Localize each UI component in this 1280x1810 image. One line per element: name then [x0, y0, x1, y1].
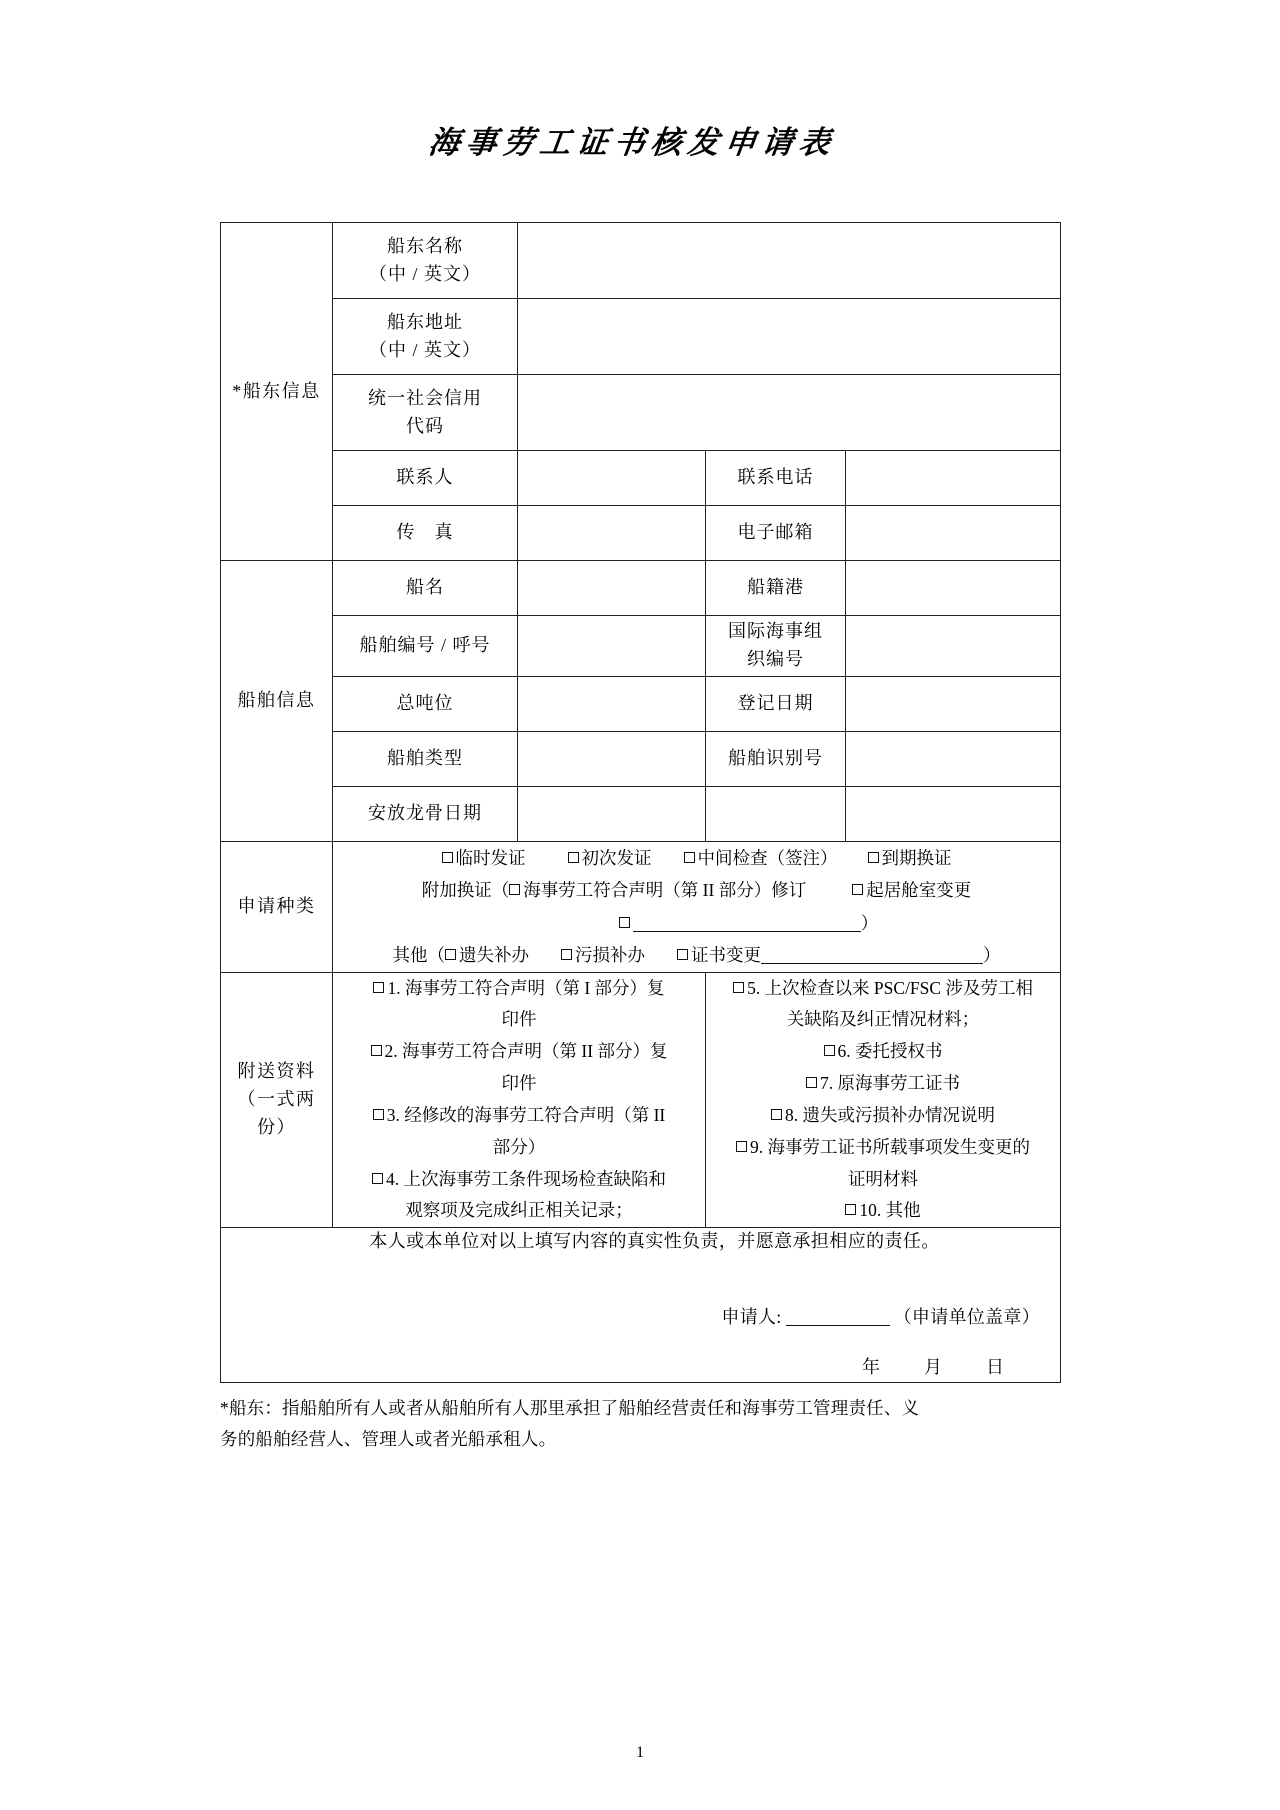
- attachment-item-7-line1: 7. 原海事劳工证书: [820, 1073, 960, 1094]
- footnote-line-1: *船东：指船舶所有人或者从船舶所有人那里承担了船舶经营责任和海事劳工管理责任、义: [220, 1398, 920, 1419]
- checkbox-icon[interactable]: [852, 884, 863, 895]
- owner-name-value[interactable]: [518, 223, 1061, 299]
- applicant-signature-row: [221, 1304, 1060, 1332]
- checkbox-dmlc-part2-revision[interactable]: [509, 880, 806, 900]
- imo-number-label: [706, 616, 846, 677]
- attachment-item-3[interactable]: [333, 1100, 705, 1132]
- date-day-label: 日: [986, 1357, 1007, 1378]
- checkbox-icon[interactable]: [736, 1141, 747, 1152]
- attachment-item-1-line1: 1. 海事劳工符合声明（第 I 部分）复: [387, 977, 665, 998]
- checkbox-icon[interactable]: [684, 852, 695, 863]
- table-row-application-kind: [221, 842, 1061, 973]
- application-kind-row-3: [333, 907, 1060, 939]
- checkbox-temporary[interactable]: [442, 848, 526, 868]
- port-value[interactable]: [846, 561, 1061, 616]
- attachment-item-5-line1: 5. 上次检查以来 PSC/FSC 涉及劳工相: [747, 977, 1033, 998]
- attachment-item-8[interactable]: [706, 1100, 1060, 1132]
- owner-address-label-line2: （中 / 英文）: [368, 339, 481, 360]
- attachment-item-1[interactable]: [333, 973, 705, 1005]
- checkbox-intermediate[interactable]: [684, 848, 838, 868]
- contact-phone-value[interactable]: [846, 451, 1061, 506]
- table-row-owner-name: [221, 223, 1061, 299]
- applicant-label: 申请人:: [721, 1307, 782, 1328]
- checkbox-initial-label: 初次发证: [581, 848, 652, 868]
- other-kind-prefix: 其他（: [392, 945, 445, 966]
- additional-renewal-other-input[interactable]: [633, 931, 861, 932]
- table-row-ship-type: [221, 732, 1061, 787]
- attachment-item-8-line1: 8. 遗失或污损补办情况说明: [785, 1104, 995, 1125]
- table-row-fax: [221, 506, 1061, 561]
- keel-date-label: 安放龙骨日期: [333, 787, 518, 842]
- attachment-item-5-line2: 关缺陷及纠正情况材料；: [786, 1009, 980, 1030]
- application-kind-options: [333, 842, 1061, 973]
- keel-date-spacer-1: [706, 787, 846, 842]
- ship-name-value[interactable]: [518, 561, 706, 616]
- credit-code-label-line2: 代码: [406, 415, 444, 436]
- form-table: [220, 222, 1061, 1383]
- table-row-tonnage: [221, 677, 1061, 732]
- checkbox-renewal[interactable]: [868, 848, 952, 868]
- ship-number-value[interactable]: [518, 616, 706, 677]
- ship-type-label: 船舶类型: [333, 732, 518, 787]
- table-row-declaration: [221, 1228, 1061, 1383]
- imo-number-label-line2: 织编号: [747, 649, 804, 669]
- registration-date-value[interactable]: [846, 677, 1061, 732]
- ship-section-label: 船舶信息: [221, 561, 333, 842]
- contact-person-value[interactable]: [518, 451, 706, 506]
- checkbox-icon[interactable]: [561, 949, 572, 960]
- checkbox-icon[interactable]: [568, 852, 579, 863]
- checkbox-icon[interactable]: [619, 917, 630, 928]
- applicant-signature-input[interactable]: [786, 1325, 890, 1326]
- attachment-item-9-cont: [706, 1164, 1060, 1196]
- checkbox-icon[interactable]: [373, 982, 384, 993]
- attachment-item-1-cont: [333, 1004, 705, 1036]
- attachments-label-line3: 份）: [257, 1116, 296, 1137]
- attachment-item-10-line1: 10. 其他: [859, 1200, 921, 1221]
- owner-name-label-line2: （中 / 英文）: [368, 263, 481, 284]
- checkbox-icon[interactable]: [806, 1077, 817, 1088]
- checkbox-lost-reissue-label: 遗失补办: [459, 945, 529, 966]
- additional-renewal-prefix: 附加换证（: [421, 880, 510, 901]
- table-row-attachments: [221, 972, 1061, 1228]
- table-row-keel-date: [221, 787, 1061, 842]
- attachment-item-2-cont: [333, 1068, 705, 1100]
- other-kind-suffix: ）: [983, 945, 1001, 966]
- attachment-item-9-line2: 证明材料: [848, 1168, 918, 1189]
- owner-section-label: *船东信息: [221, 223, 333, 561]
- page-number: 1: [636, 1744, 644, 1761]
- application-kind-row-2: [333, 874, 1060, 906]
- contact-phone-label: 联系电话: [706, 451, 846, 506]
- table-row-ship-number: [221, 616, 1061, 677]
- checkbox-icon[interactable]: [824, 1045, 835, 1056]
- email-value[interactable]: [846, 506, 1061, 561]
- seal-note: （申请单位盖章）: [893, 1307, 1041, 1328]
- ship-type-value[interactable]: [518, 732, 706, 787]
- attachment-item-2-line1: 2. 海事劳工符合声明（第 II 部分）复: [384, 1041, 668, 1062]
- fax-label: 传 真: [333, 506, 518, 561]
- attachment-item-2[interactable]: [333, 1036, 705, 1068]
- owner-address-label: [333, 299, 518, 375]
- checkbox-icon[interactable]: [868, 852, 879, 863]
- checkbox-temporary-label: 临时发证: [455, 848, 526, 868]
- checkbox-icon[interactable]: [733, 982, 744, 993]
- attachments-right-column: [706, 972, 1061, 1228]
- date-year-label: 年: [862, 1357, 883, 1378]
- owner-name-label: [333, 223, 518, 299]
- contact-person-label: 联系人: [333, 451, 518, 506]
- ship-name-label: 船名: [333, 561, 518, 616]
- port-label: 船籍港: [706, 561, 846, 616]
- attachment-item-5-cont: [706, 1004, 1060, 1036]
- other-kind-input[interactable]: [761, 963, 983, 964]
- checkbox-icon[interactable]: [442, 852, 453, 863]
- owner-name-label-line1: 船东名称: [387, 235, 463, 256]
- owner-address-label-line1: 船东地址: [387, 311, 463, 332]
- declaration-date-row: [221, 1354, 1060, 1382]
- attachment-item-2-line2: 印件: [501, 1073, 537, 1094]
- ship-number-label: 船舶编号 / 呼号: [333, 616, 518, 677]
- checkbox-icon[interactable]: [845, 1204, 856, 1215]
- imo-number-value[interactable]: [846, 616, 1061, 677]
- checkbox-intermediate-label: 中间检查（签注）: [697, 848, 838, 868]
- checkbox-certificate-change-label: 证书变更: [691, 945, 761, 966]
- table-row-owner-address: [221, 299, 1061, 375]
- attachment-item-6-line1: 6. 委托授权书: [837, 1041, 943, 1062]
- checkbox-accommodation-change[interactable]: [852, 880, 971, 900]
- page-title: 海事劳工证书核发申请表: [426, 125, 838, 161]
- additional-renewal-suffix: ）: [860, 912, 879, 933]
- checkbox-accommodation-change-label: 起居舱室变更: [866, 880, 972, 901]
- application-kind-row-1: [333, 842, 1060, 874]
- attachments-label-line1: 附送资料: [237, 1061, 316, 1082]
- owner-address-value[interactable]: [518, 299, 1061, 375]
- date-month-label: 月: [924, 1357, 945, 1378]
- checkbox-renewal-label: 到期换证: [881, 848, 952, 868]
- ship-id-label: 船舶识别号: [706, 732, 846, 787]
- attachment-item-6[interactable]: [706, 1036, 1060, 1068]
- checkbox-icon[interactable]: [371, 1045, 382, 1056]
- checkbox-dmlc-part2-revision-label: 海事劳工符合声明（第 II 部分）修订: [523, 880, 807, 901]
- attachment-item-4[interactable]: [333, 1164, 705, 1196]
- declaration-block: [221, 1228, 1061, 1383]
- tonnage-value[interactable]: [518, 677, 706, 732]
- attachment-item-4-line1: 4. 上次海事劳工条件现场检查缺陷和: [386, 1168, 666, 1189]
- checkbox-icon[interactable]: [372, 1173, 383, 1184]
- attachment-item-3-cont: [333, 1132, 705, 1164]
- footnote: [220, 1393, 1060, 1454]
- table-row-ship-name: [221, 561, 1061, 616]
- attachment-item-9-line1: 9. 海事劳工证书所载事项发生变更的: [750, 1136, 1030, 1157]
- checkbox-certificate-change[interactable]: [677, 945, 761, 965]
- checkbox-lost-reissue[interactable]: [445, 945, 529, 965]
- attachment-item-10[interactable]: [706, 1195, 1060, 1227]
- checkbox-icon[interactable]: [509, 884, 520, 895]
- application-kind-label: 申请种类: [221, 842, 333, 973]
- tonnage-label: 总吨位: [333, 677, 518, 732]
- declaration-statement: 本人或本单位对以上填写内容的真实性负责，并愿意承担相应的责任。: [369, 1231, 940, 1252]
- credit-code-label-line1: 统一社会信用: [368, 387, 482, 408]
- keel-date-value[interactable]: [518, 787, 706, 842]
- checkbox-initial[interactable]: [568, 848, 652, 868]
- attachment-item-4-cont: [333, 1195, 705, 1227]
- attachment-item-7[interactable]: [706, 1068, 1060, 1100]
- checkbox-damaged-reissue[interactable]: [561, 945, 645, 965]
- checkbox-icon[interactable]: [677, 949, 688, 960]
- attachment-item-3-line1: 3. 经修改的海事劳工符合声明（第 II: [386, 1104, 666, 1125]
- checkbox-icon[interactable]: [771, 1109, 782, 1120]
- checkbox-icon[interactable]: [445, 949, 456, 960]
- attachment-item-9[interactable]: [706, 1132, 1060, 1164]
- attachment-item-1-line2: 印件: [501, 1009, 537, 1030]
- table-row-credit-code: [221, 375, 1061, 451]
- checkbox-icon[interactable]: [373, 1109, 384, 1120]
- attachment-item-3-line2: 部分）: [492, 1136, 546, 1157]
- credit-code-label: [333, 375, 518, 451]
- attachments-label-line2: （一式两: [237, 1088, 316, 1109]
- table-row-contact: [221, 451, 1061, 506]
- imo-number-label-line1: 国际海事组: [728, 621, 823, 642]
- attachments-label: [221, 972, 333, 1228]
- checkbox-damaged-reissue-label: 污损补办: [575, 945, 645, 966]
- credit-code-value[interactable]: [518, 375, 1061, 451]
- attachment-item-4-line2: 观察项及完成纠正相关记录；: [405, 1200, 633, 1221]
- registration-date-label: 登记日期: [706, 677, 846, 732]
- fax-value[interactable]: [518, 506, 706, 561]
- email-label: 电子邮箱: [706, 506, 846, 561]
- attachments-left-column: [333, 972, 706, 1228]
- attachment-item-5[interactable]: [706, 973, 1060, 1005]
- application-kind-row-4: [333, 939, 1060, 971]
- keel-date-spacer-2: [846, 787, 1061, 842]
- application-form: [220, 159, 1060, 1455]
- ship-id-value[interactable]: [846, 732, 1061, 787]
- footnote-line-2: 务的船舶经营人、管理人或者光船承租人。: [220, 1428, 557, 1449]
